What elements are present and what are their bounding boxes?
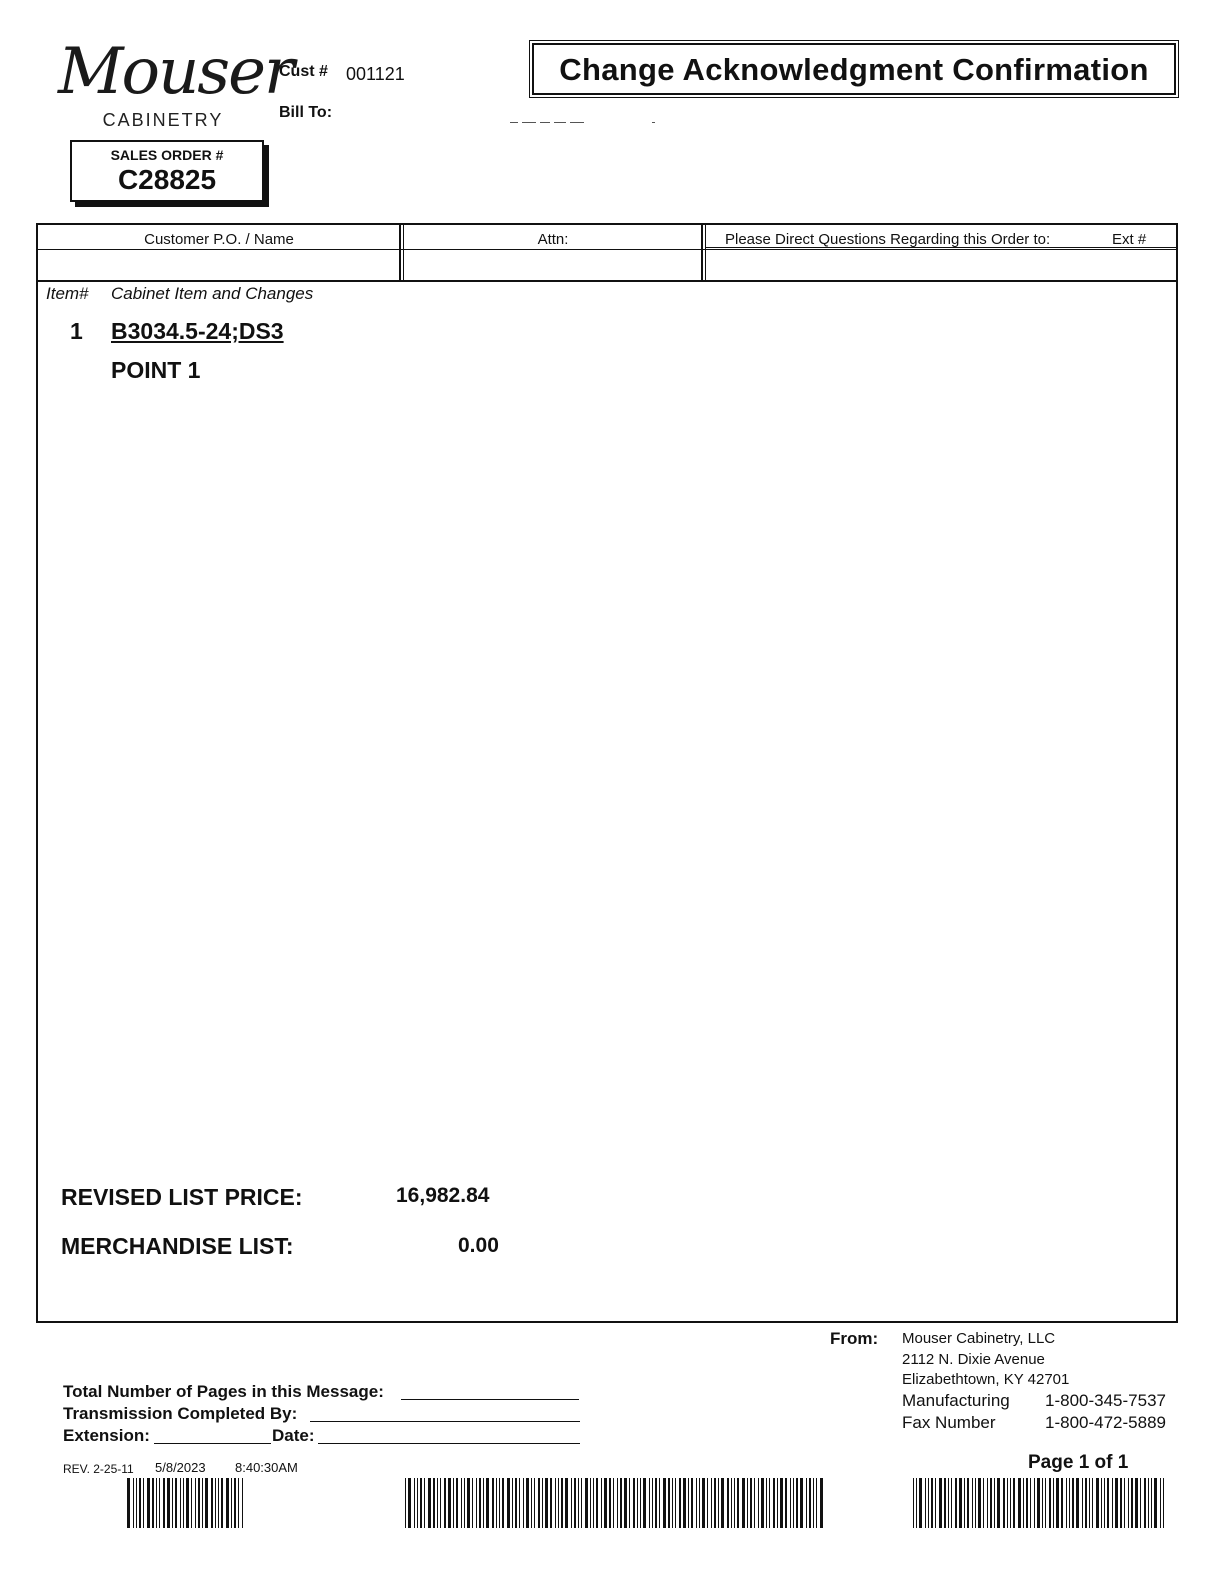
barcode-bar — [1010, 1478, 1011, 1528]
barcode-bar — [1148, 1478, 1149, 1528]
company-street: 2112 N. Dixie Avenue — [902, 1351, 1045, 1368]
barcode-bar — [1104, 1478, 1105, 1528]
barcode-bar — [472, 1478, 473, 1528]
barcode-bar — [133, 1478, 134, 1528]
document-title-box — [532, 43, 1176, 95]
barcode-bar — [668, 1478, 670, 1528]
barcode-bar — [1124, 1478, 1125, 1528]
barcode-bar — [448, 1478, 451, 1528]
barcode-bar — [143, 1478, 144, 1528]
barcode-bar — [417, 1478, 418, 1528]
barcode-bar — [467, 1478, 470, 1528]
company-city: Elizabethtown, KY 42701 — [902, 1371, 1070, 1388]
document-title: Change Acknowledgment Confirmation — [559, 52, 1149, 87]
barcode-bar — [1053, 1478, 1054, 1528]
barcode-bar — [195, 1478, 196, 1528]
barcode-bar — [585, 1478, 588, 1528]
date-label: Date: — [272, 1426, 315, 1445]
transmission-completed-label: Transmission Completed By: — [63, 1404, 298, 1423]
barcode-bar — [499, 1478, 500, 1528]
barcode-bar — [796, 1478, 798, 1528]
barcode-bar — [617, 1478, 618, 1528]
customer-number-label: Cust # — [279, 63, 328, 80]
barcode-bar — [561, 1478, 563, 1528]
barcode-bar — [620, 1478, 622, 1528]
barcode-bar — [550, 1478, 552, 1528]
barcode-bar — [186, 1478, 189, 1528]
barcode-bar — [1096, 1478, 1099, 1528]
barcode-bar — [127, 1478, 130, 1528]
barcode-bar — [790, 1478, 791, 1528]
barcode-bar — [994, 1478, 995, 1528]
barcode-bar — [659, 1478, 660, 1528]
barcode-bar — [136, 1478, 137, 1528]
total-pages-label: Total Number of Pages in this Message: — [63, 1382, 384, 1401]
barcode-bar — [523, 1478, 524, 1528]
barcode-bar — [205, 1478, 208, 1528]
sales-order-box — [70, 140, 264, 202]
barcode-bar — [440, 1478, 441, 1528]
barcode-bar — [679, 1478, 681, 1528]
barcode-bar — [139, 1478, 141, 1528]
barcode-bar — [785, 1478, 787, 1528]
barcode-bar — [959, 1478, 962, 1528]
barcode-bar — [913, 1478, 914, 1528]
barcode-bar — [231, 1478, 232, 1528]
column-divider — [705, 223, 706, 281]
barcode-bar — [574, 1478, 576, 1528]
barcode-bar — [721, 1478, 724, 1528]
barcode-bar — [542, 1478, 543, 1528]
barcode-bar — [479, 1478, 481, 1528]
barcode-bar — [565, 1478, 568, 1528]
barcode-bar — [234, 1478, 236, 1528]
barcode-bar — [590, 1478, 591, 1528]
barcode-bar — [997, 1478, 1000, 1528]
barcode-bar — [737, 1478, 739, 1528]
barcode-bar — [1120, 1478, 1122, 1528]
barcode-bar — [951, 1478, 952, 1528]
barcode-bar — [1085, 1478, 1087, 1528]
barcode-bar — [1072, 1478, 1074, 1528]
from-label: From: — [830, 1329, 879, 1348]
barcode-bar — [1066, 1478, 1067, 1528]
barcode-bar — [437, 1478, 438, 1528]
header-divider — [36, 280, 1176, 282]
barcode-bar — [928, 1478, 929, 1528]
barcode-bar — [978, 1478, 981, 1528]
barcode-bar — [1101, 1478, 1102, 1528]
barcode-bar — [754, 1478, 755, 1528]
barcode-bar — [1140, 1478, 1141, 1528]
barcode-bar — [1045, 1478, 1046, 1528]
barcode-bar — [1154, 1478, 1157, 1528]
barcode-bar — [159, 1478, 160, 1528]
barcode-bar — [800, 1478, 803, 1528]
barcode-bar — [1160, 1478, 1161, 1528]
barcode-bar — [1034, 1478, 1035, 1528]
barcode-bar — [773, 1478, 775, 1528]
item-number-column-header: Item# — [46, 284, 89, 303]
barcode-bar — [242, 1478, 243, 1528]
barcode-bar — [531, 1478, 532, 1528]
barcode-bar — [972, 1478, 973, 1528]
company-logo — [56, 35, 293, 132]
barcode-bar — [604, 1478, 607, 1528]
barcode-bar — [707, 1478, 708, 1528]
sales-order-label: SALES ORDER # — [110, 147, 224, 163]
barcode-bar — [672, 1478, 673, 1528]
barcode-bar — [1144, 1478, 1146, 1528]
barcode-bar — [1082, 1478, 1083, 1528]
questions-contact-header: Please Direct Questions Regarding this Order to: — [725, 231, 1051, 248]
barcode-bar — [596, 1478, 598, 1528]
barcode-bar — [696, 1478, 697, 1528]
barcode-bar — [453, 1478, 454, 1528]
barcode-bar — [613, 1478, 614, 1528]
barcode-bar — [750, 1478, 752, 1528]
barcode-bar — [1007, 1478, 1008, 1528]
barcode-bar — [1107, 1478, 1109, 1528]
barcode-bar — [766, 1478, 767, 1528]
manufacturing-label: Manufacturing — [902, 1391, 1010, 1410]
print-time: 8:40:30AM — [235, 1460, 298, 1475]
barcode-bar — [769, 1478, 770, 1528]
logo-sub-text: CABINETRY — [102, 110, 224, 130]
barcode-bar — [1076, 1478, 1079, 1528]
barcode-bar — [655, 1478, 657, 1528]
item-code: B3034.5-24;DS3 — [111, 318, 284, 344]
barcode-bar — [456, 1478, 458, 1528]
barcode-bar — [718, 1478, 719, 1528]
barcode-bar — [758, 1478, 759, 1528]
barcode-bar — [578, 1478, 579, 1528]
barcode-bar — [652, 1478, 653, 1528]
barcode-bar — [809, 1478, 811, 1528]
total-pages-blank[interactable] — [401, 1399, 579, 1400]
date-blank[interactable] — [318, 1443, 580, 1444]
barcode-bar — [461, 1478, 462, 1528]
barcode-bar — [167, 1478, 170, 1528]
barcode-bar — [1042, 1478, 1043, 1528]
barcode-bar — [806, 1478, 807, 1528]
extension-header: Ext # — [1112, 231, 1147, 248]
barcode-bar — [476, 1478, 477, 1528]
barcode-bar — [180, 1478, 181, 1528]
merchandise-list-label: MERCHANDISE LIST: — [61, 1233, 294, 1259]
barcode-bar — [793, 1478, 794, 1528]
barcode-bar — [555, 1478, 556, 1528]
extension-blank[interactable] — [154, 1443, 271, 1444]
barcode-bar — [433, 1478, 435, 1528]
barcode-bar — [816, 1478, 817, 1528]
barcode-bar — [175, 1478, 177, 1528]
header-divider — [36, 249, 1176, 250]
barcode-bar — [172, 1478, 173, 1528]
barcode-bar — [601, 1478, 602, 1528]
barcode-bar — [711, 1478, 712, 1528]
barcode-bar — [163, 1478, 165, 1528]
barcode-bar — [640, 1478, 641, 1528]
item-change-note: POINT 1 — [111, 357, 201, 383]
barcode-bar — [1112, 1478, 1113, 1528]
barcode-bar — [761, 1478, 764, 1528]
barcode-bar — [975, 1478, 976, 1528]
barcode-bar — [688, 1478, 689, 1528]
barcode-bar — [1049, 1478, 1051, 1528]
barcode-bar — [964, 1478, 965, 1528]
fax-label: Fax Number — [902, 1413, 996, 1432]
barcode-bar — [780, 1478, 783, 1528]
customer-po-header: Customer P.O. / Name — [144, 231, 294, 248]
barcode-bar — [215, 1478, 216, 1528]
barcode-bar — [820, 1478, 823, 1528]
fax-phone: 1-800-472-5889 — [1045, 1413, 1166, 1432]
barcode-bar — [502, 1478, 504, 1528]
barcode-bar — [420, 1478, 422, 1528]
barcode-bar — [593, 1478, 594, 1528]
barcode-bar — [727, 1478, 729, 1528]
item-description-column-header: Cabinet Item and Changes — [111, 284, 314, 303]
barcode-bar — [492, 1478, 494, 1528]
barcode-bar — [609, 1478, 611, 1528]
item-number: 1 — [70, 318, 83, 344]
form-revision-code: REV. 2-25-11 — [63, 1462, 134, 1476]
barcode-bar — [663, 1478, 666, 1528]
barcode-bar — [226, 1478, 229, 1528]
barcode-bar — [633, 1478, 635, 1528]
barcode-bar — [183, 1478, 184, 1528]
barcode-bar — [408, 1478, 411, 1528]
barcode-icon — [405, 1478, 827, 1528]
barcode-bar — [931, 1478, 933, 1528]
barcode-bar — [1092, 1478, 1093, 1528]
barcode-bar — [534, 1478, 535, 1528]
barcode-bar — [919, 1478, 922, 1528]
barcode-bar — [702, 1478, 705, 1528]
barcode-bar — [218, 1478, 219, 1528]
barcode-bar — [444, 1478, 446, 1528]
barcode-bar — [1151, 1478, 1152, 1528]
barcode-bar — [813, 1478, 814, 1528]
barcode-bar — [424, 1478, 425, 1528]
barcode-bar — [935, 1478, 936, 1528]
barcode-bar — [987, 1478, 988, 1528]
barcode-bar — [1023, 1478, 1024, 1528]
barcode-bar — [1061, 1478, 1063, 1528]
barcode-bar — [699, 1478, 700, 1528]
barcode-bar — [1013, 1478, 1015, 1528]
barcode-bar — [683, 1478, 686, 1528]
barcode-bar — [637, 1478, 638, 1528]
barcode-bar — [1037, 1478, 1040, 1528]
barcode-bar — [147, 1478, 150, 1528]
barcode-bar — [496, 1478, 497, 1528]
barcode-bar — [515, 1478, 517, 1528]
barcode-bar — [581, 1478, 582, 1528]
barcode-bar — [1069, 1478, 1070, 1528]
merchandise-list-value: 0.00 — [458, 1234, 499, 1257]
barcode-bar — [428, 1478, 431, 1528]
barcode-bar — [1115, 1478, 1118, 1528]
barcode-bar — [731, 1478, 732, 1528]
barcode-bar — [558, 1478, 559, 1528]
barcode-bar — [967, 1478, 969, 1528]
barcode-bar — [734, 1478, 735, 1528]
barcode-bar — [1056, 1478, 1059, 1528]
barcode-bar — [691, 1478, 693, 1528]
barcode-bar — [464, 1478, 465, 1528]
barcode-bar — [916, 1478, 917, 1528]
order-details-frame — [36, 223, 1178, 1323]
barcode-bar — [538, 1478, 540, 1528]
barcode-icon — [127, 1478, 249, 1528]
barcode-bar — [221, 1478, 223, 1528]
barcode-bar — [925, 1478, 926, 1528]
barcode-bar — [486, 1478, 489, 1528]
barcode-bar — [944, 1478, 946, 1528]
barcode-icon — [913, 1478, 1168, 1528]
barcode-bar — [714, 1478, 716, 1528]
barcode-bar — [507, 1478, 510, 1528]
barcode-bar — [1131, 1478, 1133, 1528]
barcode-bar — [747, 1478, 748, 1528]
extension-label: Extension: — [63, 1426, 150, 1445]
barcode-bar — [1030, 1478, 1031, 1528]
barcode-bar — [526, 1478, 529, 1528]
customer-number-value: 001121 — [346, 64, 405, 84]
barcode-bar — [990, 1478, 992, 1528]
print-date: 5/8/2023 — [155, 1460, 206, 1475]
logo-script-text: Mouser — [58, 35, 293, 109]
barcode-bar — [742, 1478, 745, 1528]
barcode-bar — [198, 1478, 200, 1528]
barcode-bar — [1163, 1478, 1164, 1528]
sales-order-number: C28825 — [117, 164, 217, 195]
barcode-bar — [643, 1478, 646, 1528]
transmission-completed-blank[interactable] — [310, 1421, 580, 1422]
barcode-bar — [1018, 1478, 1021, 1528]
revised-list-price-label: REVISED LIST PRICE: — [61, 1184, 303, 1210]
barcode-bar — [1135, 1478, 1138, 1528]
barcode-bar — [624, 1478, 627, 1528]
barcode-bar — [649, 1478, 650, 1528]
manufacturing-phone: 1-800-345-7537 — [1045, 1391, 1166, 1410]
barcode-bar — [152, 1478, 154, 1528]
barcode-bar — [1128, 1478, 1129, 1528]
barcode-bar — [1026, 1478, 1028, 1528]
barcode-bar — [1089, 1478, 1090, 1528]
barcode-bar — [675, 1478, 676, 1528]
barcode-bar — [629, 1478, 630, 1528]
barcode-bar — [238, 1478, 239, 1528]
bill-to-label: Bill To: — [279, 104, 333, 121]
barcode-bar — [983, 1478, 984, 1528]
page-indicator: Page 1 of 1 — [1028, 1452, 1129, 1473]
bill-to-redacted-remnant — [510, 122, 660, 126]
barcode-bar — [939, 1478, 942, 1528]
company-name: Mouser Cabinetry, LLC — [902, 1330, 1056, 1347]
barcode-bar — [955, 1478, 957, 1528]
barcode-bar — [191, 1478, 192, 1528]
barcode-bar — [545, 1478, 548, 1528]
barcode-bar — [519, 1478, 520, 1528]
barcode-bar — [512, 1478, 513, 1528]
barcode-bar — [571, 1478, 572, 1528]
barcode-bar — [156, 1478, 157, 1528]
barcode-bar — [1003, 1478, 1005, 1528]
barcode-bar — [414, 1478, 415, 1528]
revised-list-price-value: 16,982.84 — [396, 1184, 490, 1207]
attn-header: Attn: — [537, 231, 569, 248]
barcode-bar — [202, 1478, 203, 1528]
barcode-bar — [483, 1478, 484, 1528]
barcode-bar — [777, 1478, 778, 1528]
barcode-bar — [405, 1478, 406, 1528]
barcode-bar — [948, 1478, 949, 1528]
barcode-bar — [211, 1478, 213, 1528]
